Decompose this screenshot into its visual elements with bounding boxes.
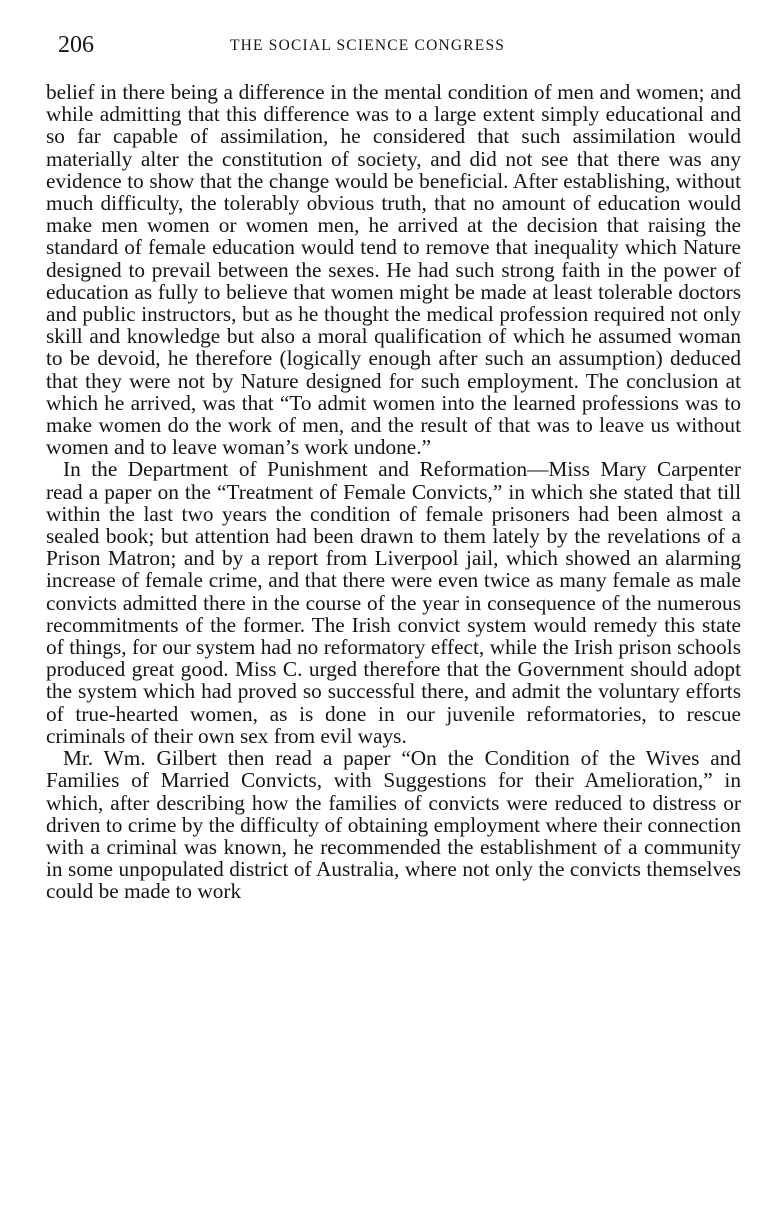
paragraph-continued-essay: belief in there being a difference in the mental condition of men and women; and while admitting that this difference was to a large extent simply educational and so far capable of assimilation, he considered that such assimilation would materially alter the constitution of society, and did not see that there was any evidence to show that the change would be beneficial. After establishing, without much difficulty, the tolerably obvious truth, that no amount of education would make men women or women men, he arrived at the decision that raising the standard of female education would tend to remove that inequality which Nature designed to prevail between the sexes. He had such strong faith in the power of education as fully to believe that women might be made at least tolerable doctors and public instructors, but as he thought the medical profession required not only skill and knowledge but also a moral qualification of which he assumed woman to be devoid, he therefore (logically enough after such an assumption) deduced that they were not by Nature designed for such employment. The conclusion at which he arrived, was that “To admit women into the learned professions was to make women do the work of men, and the result of that was to leave us without women and to leave woman’s work undone.” — [46, 80, 741, 460]
body-text — [46, 81, 741, 903]
running-title: THE SOCIAL SCIENCE CONGRESS — [230, 37, 506, 54]
running-head — [58, 30, 748, 60]
paragraph-gilbert-report: Mr. Wm. Gilbert then read a paper “On the Condition of the Wives and Families of Married Convicts, with Suggestions for their Amelioration,” in which, after describing how the families of convicts were reduced to distress or driven to crime by the difficulty of obtaining employment where their connection with a criminal was known, he recommended the establishment of a community in some unpopulated district of Australia, where not only the convicts themselves could be made to work — [46, 746, 741, 904]
page-number: 206 — [58, 32, 94, 58]
paragraph-carpenter-report: In the Department of Punishment and Reformation—Miss Mary Carpenter read a paper on the “Treatment of Female Convicts,” in which she stated that till within the last two years the condition of female prisoners had been almost a sealed book; but attention had been drawn to them lately by the revelations of a Prison Matron; and by a report from Liverpool jail, which showed an alarming increase of female crime, and that there were even twice as many female as male convicts admitted there in the course of the year in consequence of the numerous recommitments of the former. The Irish convict system would remedy this state of things, for our system had no reformatory effect, while the Irish prison schools produced great good. Miss C. urged therefore that the Government should adopt the system which had proved so successful there, and admit the voluntary efforts of true-hearted women, as is done in our juvenile reformatories, to rescue criminals of their own sex from evil ways. — [46, 457, 741, 748]
